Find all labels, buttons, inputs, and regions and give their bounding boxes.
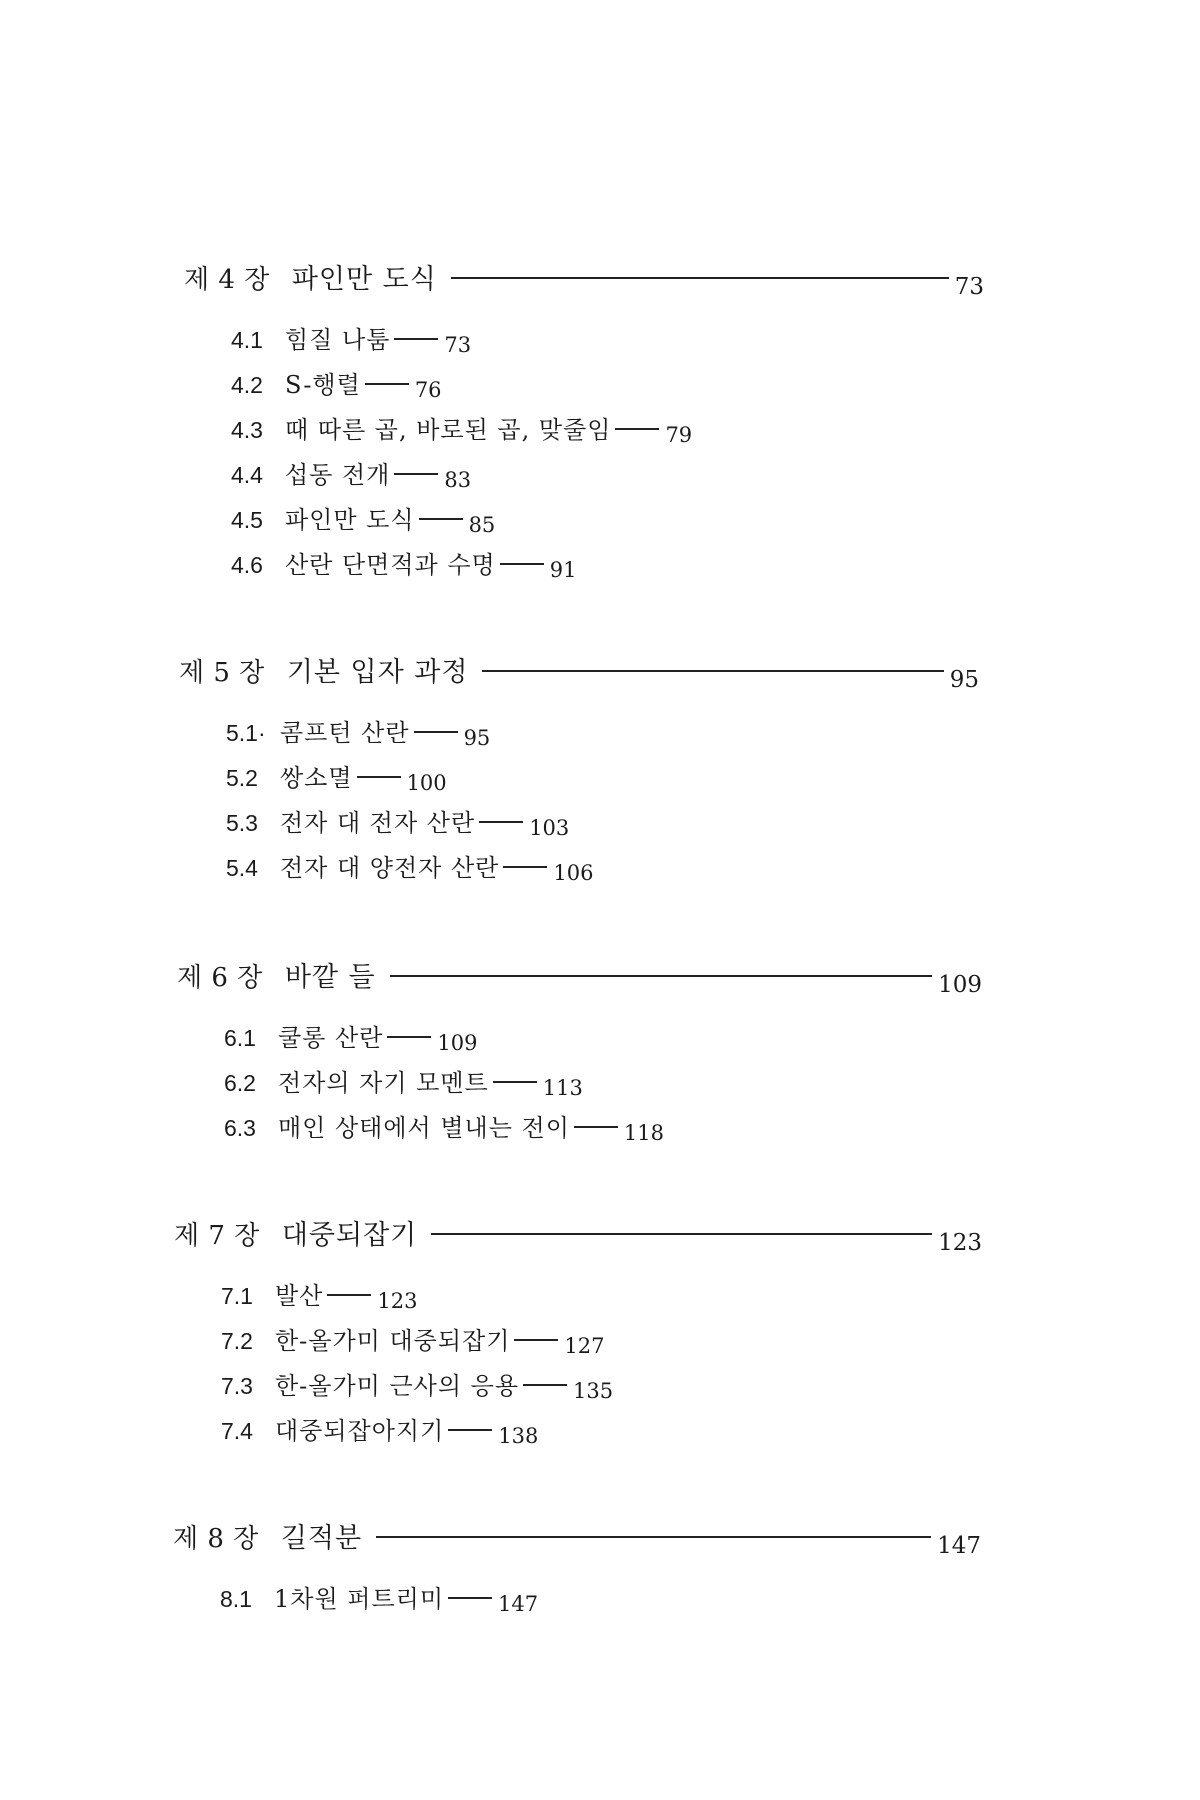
- section-8-1: [220, 1584, 538, 1615]
- section-number: 7.2: [221, 1328, 253, 1354]
- leader-dash: [503, 866, 547, 868]
- section-7-1: [221, 1281, 417, 1312]
- leader-line: [390, 975, 932, 977]
- section-number: 6.3: [224, 1115, 256, 1141]
- chapter-label: 제 8 장: [173, 1524, 259, 1554]
- section-number: 5.2: [226, 765, 258, 791]
- section-title: 매인 상태에서 별내는 전이: [278, 1114, 570, 1142]
- section-page: 118: [623, 1121, 665, 1145]
- chapter-title: 대중되잡기: [281, 1220, 418, 1251]
- section-page: 123: [377, 1289, 418, 1313]
- section-title: 섭동 전개: [285, 461, 391, 489]
- chapter-page: 123: [938, 1230, 982, 1256]
- leader-dash: [419, 518, 463, 520]
- section-6-1: [224, 1023, 477, 1054]
- section-page: 95: [463, 726, 491, 750]
- section-4-5: [231, 505, 495, 536]
- leader-dash: [394, 338, 438, 340]
- leader-line: [482, 670, 943, 672]
- chapter-title: 기본 입자 과정: [286, 657, 469, 688]
- section-title: 힘질 나툼: [285, 326, 391, 354]
- section-title: 산란 단면적과 수명: [285, 551, 496, 579]
- chapter-title: 파인만 도식: [291, 264, 437, 295]
- section-page: 138: [498, 1424, 539, 1448]
- section-5-2: [226, 763, 447, 794]
- section-page: 76: [414, 378, 442, 402]
- section-page: 79: [665, 423, 693, 447]
- chapter-6-heading: [177, 961, 982, 996]
- section-page: 85: [468, 513, 496, 537]
- leader-dash: [327, 1294, 371, 1296]
- section-page: 73: [444, 333, 472, 357]
- leader-dash: [479, 821, 523, 823]
- section-5-3: [226, 808, 569, 839]
- leader-dash: [414, 731, 458, 733]
- section-5-1: [226, 718, 490, 749]
- section-title: 전자 대 전자 산란: [280, 809, 476, 837]
- section-number: 5.1·: [226, 720, 266, 746]
- section-number: 4.6: [231, 552, 263, 578]
- section-title: 한-올가미 근사의 응용: [275, 1372, 520, 1400]
- section-number: 6.1: [224, 1025, 256, 1051]
- section-number: 6.2: [224, 1070, 256, 1096]
- section-number: 7.3: [221, 1373, 253, 1399]
- section-title: 발산: [275, 1282, 324, 1310]
- section-number: 4.5: [231, 507, 263, 533]
- chapter-page: 147: [937, 1533, 981, 1559]
- section-title: 파인만 도식: [285, 506, 415, 534]
- section-number: 4.1: [231, 327, 263, 353]
- chapter-page: 95: [949, 667, 979, 693]
- leader-dash: [357, 776, 401, 778]
- section-number: 8.1: [220, 1586, 252, 1612]
- section-number: 4.4: [231, 462, 263, 488]
- section-title: S-행렬: [285, 371, 361, 399]
- section-number: 4.3: [231, 417, 263, 443]
- section-page: 113: [542, 1076, 583, 1100]
- section-4-2: [231, 370, 442, 401]
- leader-line: [451, 277, 949, 279]
- section-5-4: [226, 853, 593, 884]
- section-number: 7.4: [221, 1418, 253, 1444]
- section-title: 대중되잡아지기: [275, 1417, 445, 1445]
- section-4-3: [231, 415, 692, 446]
- leader-dash: [514, 1339, 558, 1341]
- section-title: 콤프턴 산란: [280, 719, 410, 747]
- section-page: 103: [529, 816, 570, 840]
- chapter-label: 제 5 장: [179, 658, 265, 688]
- section-title: 쌍소멸: [280, 764, 353, 792]
- section-page: 127: [564, 1334, 605, 1358]
- leader-dash: [574, 1126, 618, 1128]
- chapter-8-heading: [173, 1522, 981, 1557]
- section-4-6: [231, 550, 576, 581]
- section-page: 83: [444, 468, 472, 492]
- chapter-label: 제 4 장: [184, 265, 270, 295]
- section-7-2: [221, 1326, 605, 1357]
- section-4-1: [231, 325, 471, 356]
- section-page: 135: [573, 1379, 614, 1403]
- chapter-5-heading: [179, 656, 979, 691]
- section-number: 4.2: [231, 372, 263, 398]
- section-6-2: [224, 1068, 583, 1099]
- leader-dash: [615, 428, 659, 430]
- section-page: 100: [406, 771, 447, 795]
- section-4-4: [231, 460, 471, 491]
- section-number: 7.1: [221, 1283, 253, 1309]
- section-title: 쿨롱 산란: [278, 1024, 384, 1052]
- leader-dash: [448, 1429, 492, 1431]
- section-title: 한-올가미 대중되잡기: [275, 1327, 511, 1355]
- leader-dash: [500, 563, 544, 565]
- chapter-title: 길적분: [280, 1523, 363, 1554]
- section-title: 전자 대 양전자 산란: [280, 854, 500, 882]
- section-title: 전자의 자기 모멘트: [278, 1069, 489, 1097]
- leader-dash: [448, 1597, 492, 1599]
- section-6-3: [224, 1113, 664, 1144]
- chapter-4-heading: [184, 263, 984, 298]
- leader-dash: [387, 1036, 431, 1038]
- leader-dash: [394, 473, 438, 475]
- section-page: 106: [553, 861, 594, 885]
- leader-line: [431, 1233, 932, 1235]
- section-title: 때 따른 곱, 바로된 곱, 맞줄임: [285, 416, 612, 444]
- section-page: 91: [549, 558, 577, 582]
- leader-line: [376, 1536, 931, 1538]
- chapter-page: 109: [938, 972, 982, 998]
- chapter-title: 바깥 들: [284, 962, 376, 993]
- leader-dash: [523, 1384, 567, 1386]
- chapter-label: 제 7 장: [174, 1221, 260, 1251]
- section-title: 1차원 퍼트리미: [274, 1585, 445, 1613]
- section-page: 147: [498, 1592, 539, 1616]
- section-number: 5.4: [226, 855, 258, 881]
- chapter-page: 73: [954, 274, 984, 300]
- leader-dash: [365, 383, 409, 385]
- chapter-7-heading: [174, 1219, 982, 1254]
- leader-dash: [493, 1081, 537, 1083]
- section-page: 109: [437, 1031, 478, 1055]
- section-number: 5.3: [226, 810, 258, 836]
- section-7-4: [221, 1416, 538, 1447]
- chapter-label: 제 6 장: [177, 963, 263, 993]
- section-7-3: [221, 1371, 613, 1402]
